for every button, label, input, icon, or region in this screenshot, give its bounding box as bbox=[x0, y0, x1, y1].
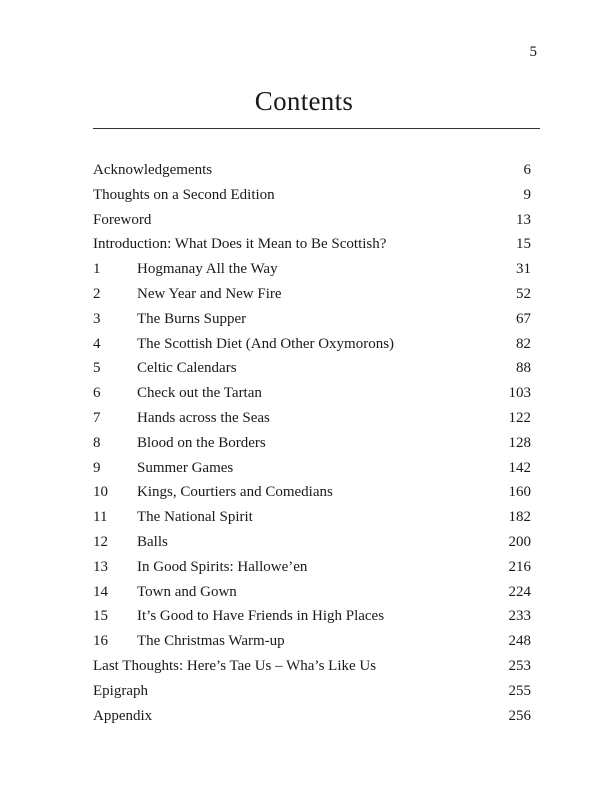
toc-entry bbox=[93, 530, 531, 555]
toc-entry bbox=[93, 232, 531, 257]
chapter-number: 16 bbox=[93, 633, 108, 650]
toc-entry bbox=[93, 456, 531, 481]
entry-title: Celtic Calendars bbox=[137, 360, 237, 377]
toc-entry bbox=[93, 704, 531, 729]
entry-page-number: 31 bbox=[516, 261, 531, 278]
chapter-number: 4 bbox=[93, 335, 101, 352]
entry-page-number: 142 bbox=[508, 459, 531, 476]
entry-title: Town and Gown bbox=[137, 583, 237, 600]
entry-title: Thoughts on a Second Edition bbox=[93, 186, 275, 203]
entry-page-number: 255 bbox=[508, 682, 531, 699]
entry-title: Hands across the Seas bbox=[137, 409, 270, 426]
entry-title: New Year and New Fire bbox=[137, 285, 282, 302]
toc-entry bbox=[93, 158, 531, 183]
toc-entry bbox=[93, 282, 531, 307]
entry-page-number: 128 bbox=[508, 434, 531, 451]
entry-page-number: 253 bbox=[508, 657, 531, 674]
toc-entry bbox=[93, 406, 531, 431]
entry-title: The National Spirit bbox=[137, 509, 253, 526]
entry-page-number: 216 bbox=[508, 558, 531, 575]
chapter-number: 10 bbox=[93, 484, 108, 501]
toc-entry bbox=[93, 332, 531, 357]
toc-entry bbox=[93, 356, 531, 381]
entry-title: Kings, Courtiers and Comedians bbox=[137, 484, 333, 501]
entry-page-number: 248 bbox=[508, 633, 531, 650]
toc-entry bbox=[93, 208, 531, 233]
entry-page-number: 88 bbox=[516, 360, 531, 377]
chapter-number: 14 bbox=[93, 583, 108, 600]
chapter-number: 8 bbox=[93, 434, 101, 451]
toc-entry bbox=[93, 555, 531, 580]
entry-title: The Christmas Warm-up bbox=[137, 633, 285, 650]
table-of-contents bbox=[93, 158, 531, 728]
entry-title: Acknowledgements bbox=[93, 162, 213, 178]
chapter-number: 12 bbox=[93, 533, 108, 550]
entry-page-number: 15 bbox=[516, 236, 531, 253]
chapter-number: 13 bbox=[93, 558, 108, 575]
toc-entry bbox=[93, 183, 531, 208]
toc-entry bbox=[93, 257, 531, 282]
entry-title: Check out the Tartan bbox=[137, 385, 262, 402]
chapter-number: 11 bbox=[93, 509, 108, 526]
chapter-number: 6 bbox=[93, 385, 101, 402]
entry-page-number: 182 bbox=[508, 509, 531, 526]
toc-entry bbox=[93, 604, 531, 629]
entry-title: It’s Good to Have Friends in High Places bbox=[137, 608, 385, 625]
page-number: 5 bbox=[529, 44, 537, 60]
entry-page-number: 160 bbox=[508, 484, 531, 501]
chapter-number: 3 bbox=[93, 310, 101, 327]
entry-page-number: 122 bbox=[508, 409, 531, 426]
entry-title: Introduction: What Does it Mean to Be Scottish? bbox=[93, 236, 387, 253]
entry-page-number: 103 bbox=[508, 385, 531, 402]
chapter-number: 2 bbox=[93, 285, 101, 302]
entry-page-number: 256 bbox=[508, 707, 531, 724]
toc-entry bbox=[93, 580, 531, 605]
toc-entry bbox=[93, 307, 531, 332]
chapter-number: 1 bbox=[93, 261, 101, 278]
entry-title: The Scottish Diet (And Other Oxymorons) bbox=[137, 335, 395, 352]
entry-title: Hogmanay All the Way bbox=[137, 261, 278, 278]
entry-title: In Good Spirits: Hallowe’en bbox=[137, 558, 308, 575]
title-rule bbox=[93, 128, 540, 129]
entry-title: Summer Games bbox=[137, 459, 234, 476]
toc-entry bbox=[93, 480, 531, 505]
toc-entry bbox=[93, 381, 531, 406]
entry-page-number: 6 bbox=[523, 162, 531, 178]
chapter-number: 9 bbox=[93, 459, 101, 476]
entry-page-number: 224 bbox=[508, 583, 531, 600]
entry-page-number: 82 bbox=[516, 335, 531, 352]
entry-title: Blood on the Borders bbox=[137, 434, 266, 451]
toc-entry bbox=[93, 654, 531, 679]
toc-entry bbox=[93, 505, 531, 530]
entry-page-number: 200 bbox=[508, 533, 531, 550]
toc-entry bbox=[93, 629, 531, 654]
entry-title: Epigraph bbox=[93, 682, 148, 699]
chapter-number: 5 bbox=[93, 360, 101, 377]
entry-page-number: 67 bbox=[516, 310, 531, 327]
entry-page-number: 52 bbox=[516, 285, 531, 302]
entry-title: The Burns Supper bbox=[137, 310, 247, 327]
toc-entry bbox=[93, 679, 531, 704]
entry-title: Last Thoughts: Here’s Tae Us – Wha’s Like Us bbox=[93, 657, 377, 674]
entry-page-number: 9 bbox=[523, 186, 531, 203]
entry-page-number: 233 bbox=[508, 608, 531, 625]
chapter-number: 15 bbox=[93, 608, 108, 625]
toc-entry bbox=[93, 431, 531, 456]
entry-title: Foreword bbox=[93, 211, 152, 228]
entry-title: Balls bbox=[137, 533, 168, 550]
chapter-number: 7 bbox=[93, 409, 101, 426]
entry-title: Appendix bbox=[93, 707, 153, 724]
page-title: Contents bbox=[254, 86, 354, 116]
entry-page-number: 13 bbox=[516, 211, 531, 228]
